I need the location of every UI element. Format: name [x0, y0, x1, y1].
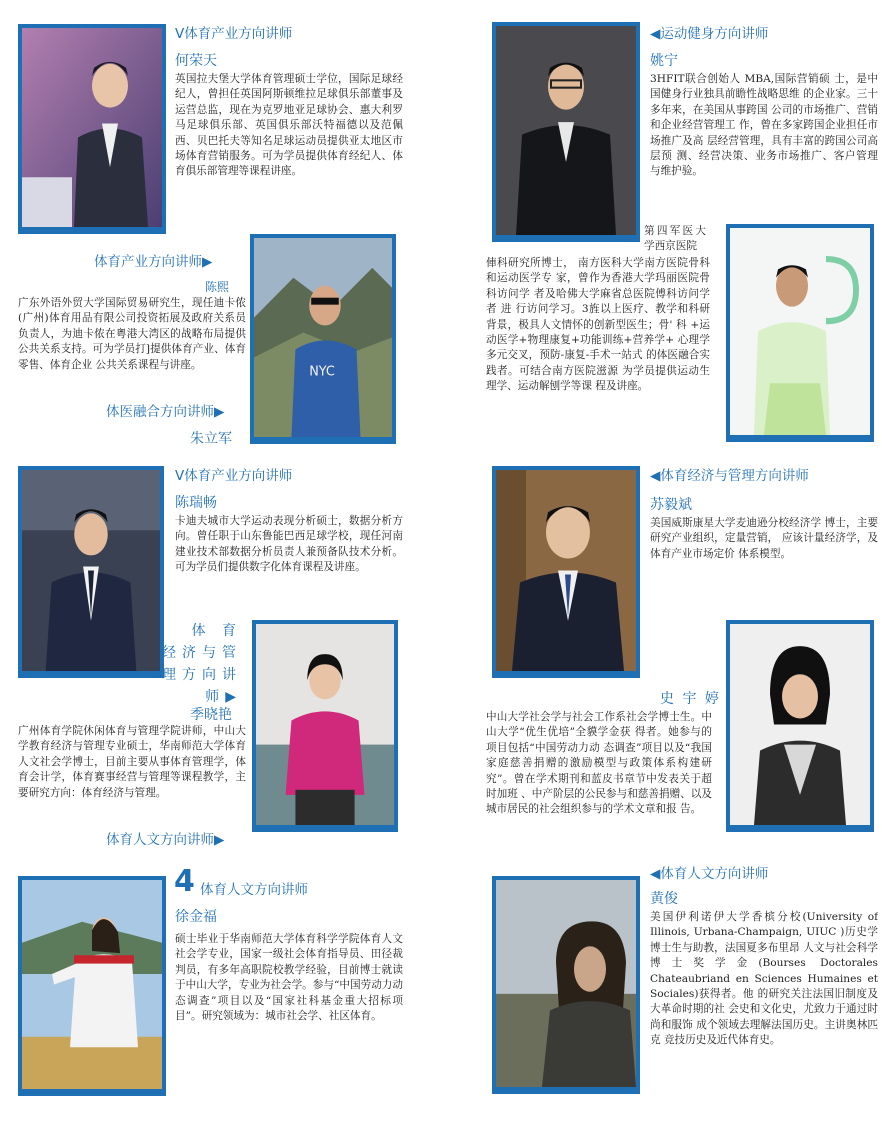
lecturer-name: 陈熙	[205, 280, 230, 294]
portrait-shi-yuting	[726, 620, 874, 832]
lecturer-bio: 美国威斯康星大学麦迪逊分校经济学 博士，主要研究产业组织，定量营销， 应该计量经济学，及体育产业市场定价 体系模型。	[650, 517, 878, 560]
lecturer-bio: 英国拉夫堡大学体育管理硕士学位，国际足球经纪人，曾担任英国阿斯顿维拉足球俱乐部董事及运营总监，现在为克罗地亚足球协会、惠大利罗马足球俱乐部、英国俱乐部沃特福德以及范佩西、贝巴托夫等知名足球运动员提供亚太地区市场体育营销服务。可为学员提供体育经纪人、体育俱乐部管理等课程讲座。	[175, 73, 403, 178]
portrait-photo	[730, 624, 870, 825]
portrait-chen-ruichang	[18, 466, 164, 678]
section-heading: ◀体育人文方向讲师	[650, 866, 769, 882]
portrait-photo	[496, 880, 636, 1087]
lecturer-bio: 卡迪夫城市大学运动表现分析硕士，数据分析方向。曾任职于山东鲁能巴西足球学校，现任河南建业技术部数据分析员责人兼预备队技术分析。可为学员们提供数字化体育课程及讲座。	[175, 515, 403, 574]
lecturer-bio-continued: 第四军医大学西京医院	[644, 225, 706, 253]
portrait-yao-ning	[492, 22, 640, 242]
portrait-ji-xiaoyan	[252, 620, 398, 832]
portrait-zhu-lijun	[726, 224, 874, 442]
section-heading: 体育产业方向讲师▶	[94, 254, 213, 270]
section-heading: ◀体育经济与管理方向讲师	[650, 468, 809, 484]
portrait-photo	[496, 470, 636, 671]
lecturer-name: 苏毅斌	[650, 497, 692, 513]
lecturer-bio: 3HFIT联合创始人 MBA,国际营销硕 士，是中国健身行业独具前瞻性战略思维 的企业家。三十多年来，在美国从事跨国 公司的市场推广、营销和企业经营管理工 作，曾在多家跨国企业担任市场推广及高 层经营管理，具有丰富的跨国公司高层预 测、经营决策、业务市场推广、客户管理 与维护验。	[650, 73, 878, 178]
portrait-he-rongtian	[18, 24, 166, 234]
lecturer-name: 陈瑞畅	[175, 495, 217, 511]
portrait-photo	[254, 238, 392, 437]
lecturer-bio: 中山大学社会学与社会工作系社会学博士生。中山大学“优生优培”全貘学金获 得者。她参与的项目包括“中国劳动力动 态调查”项目以及“我国家庭慈善捐赠的激励模型与政策体系构建研究”。曾在学术期刊和蓝皮书章节中发表关于超时加班 、中产阶层的公民参与和慈善捐赠、以及 城市居民的社会组织参与的学术文章和报 告。	[486, 711, 712, 816]
lecturer-bio: 广州体育学院休闲体育与管理学院讲师，中山大学教育经济与管理专业硕士，华南师范大学体育人文社会学博士，目前主要从事体育管理学，体育会计学，体育赛事经营与管理等课程教学，主要研究方向：体育经济与管理。	[18, 725, 246, 799]
portrait-su-yibin	[492, 466, 640, 678]
portrait-photo	[730, 228, 870, 435]
svg-text:NYC: NYC	[309, 364, 335, 380]
lecturer-name: 何荣天	[175, 53, 217, 69]
portrait-photo	[22, 28, 162, 227]
lecturer-bio: 硕士毕业于华南师范大学体育科学学院体育人文社会学专业，国家一级社会体育指导员、田径裁判员，有多年高职院校教学经验，目前博士就读于中山大学，专业为社会学。参与“中国劳动力动态调查”项目以及“国家社科基金重大招标项目”。研究领域为：城市社会学、社区体育。	[175, 933, 403, 1023]
section-heading: 体育人文方向讲师	[200, 882, 308, 898]
lecturer-name: 黄俊	[650, 891, 678, 907]
portrait-photo	[496, 26, 636, 235]
lecturer-bio: 俥科研究所博士， 南方医科大学南方医院骨科和运动医学专 家，曾作为香港大学玛丽医院骨科访问学 者及哈佛大学麻省总医院傅科访问学者 进 行访问学习。3旌以上医疗、教学和科研 背景，极具人文情怀的创新型医生；骨' 科 +运动医学+物理康复+功能训练+营养学+ 心理学多元交叉，预防-康复-手术一站式 的体医融合实践者。可结合南方医院滋源 为学员提供运动生理学、运动解刨学等课 程及讲座。	[486, 257, 710, 393]
section-heading: ◀运动健身方向讲师	[650, 26, 769, 42]
lecturer-bio: 美国伊利诺伊大学香槟分校(University of Illinois, Urbana-Champaign, UIUC )历史学博士生与助教，法国夏多布里昂 人文与社会科学博士奖学金(Bourses Doctorales Chateaubriand en Sciences Humaines et Sociales)获得者。他 的研究关注法国旧制度及大革命时期的社 会史和文化史，尤致力于通过时尚和服饰 成个领域去理解法国历史。主讲奥林匹克 竞技历史及近代体育史。	[650, 911, 878, 1047]
portrait-huang-jun	[492, 876, 640, 1094]
lecturer-name: 徐金福	[175, 909, 217, 925]
portrait-photo	[256, 624, 394, 825]
lecturer-name: 季晓艳	[190, 707, 232, 723]
portrait-xu-jinfu	[18, 876, 166, 1096]
lecturer-name: 史 宇 婷	[660, 691, 721, 707]
portrait-photo	[22, 880, 162, 1089]
section-heading: Ⅴ体育产业方向讲师	[175, 468, 293, 484]
lecturer-name: 姚宁	[650, 53, 678, 69]
portrait-photo	[22, 470, 160, 671]
section-heading: 体 育 经济与管理方向讲师▶	[162, 623, 242, 705]
section-heading: 体医融合方向讲师▶	[106, 404, 225, 420]
portrait-chen-xi	[250, 234, 396, 444]
lecturer-bio: 广东外语外贸大学国际贸易研究生，现任迪卡侬(广州)体育用品有限公司投资拓展及政府关系员负责人，为迪卡侬在粤港大湾区的战略布局提供公共关系支持。可为学员打]提供体育产业、体育零售、体育企业 公共关系课程与讲座。	[18, 297, 246, 371]
section-number: 4	[174, 864, 195, 899]
section-heading: Ⅴ体育产业方向讲师	[175, 26, 293, 42]
lecturer-name: 朱立军	[190, 431, 232, 447]
section-heading: 体育人文方向讲师▶	[106, 832, 225, 848]
